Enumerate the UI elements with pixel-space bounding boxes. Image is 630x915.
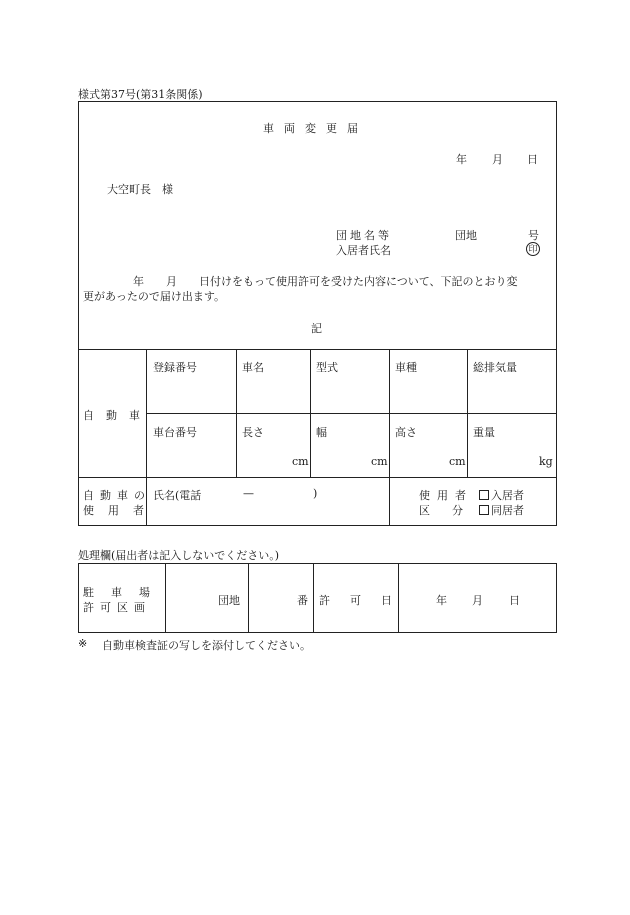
displacement-label: 総排気量	[473, 361, 517, 374]
proc-ban-label: 番	[297, 594, 308, 607]
note-text: 自動車検査証の写しを添付してください。	[102, 639, 311, 652]
parking-label-line1: 駐車場	[83, 586, 167, 599]
gou-label: 号	[528, 229, 539, 242]
date-day-label: 日	[527, 153, 538, 166]
proc-year-label: 年	[436, 594, 447, 607]
table-col-divider-2	[236, 349, 237, 477]
processing-heading: 処理欄(届出者は記入しないでください。)	[78, 549, 280, 562]
resident-option-label: 入居者	[491, 489, 524, 502]
table-top-line	[78, 349, 557, 350]
option-resident[interactable]	[479, 487, 524, 503]
resident-checkbox[interactable]	[479, 490, 489, 500]
note-mark: ※	[78, 637, 88, 650]
addressee: 大空町長 様	[107, 183, 173, 196]
body-text-line1: 年 月 日付けをもって使用許可を受けた内容について、下記のとおり変	[133, 275, 518, 288]
length-unit: cm	[292, 455, 309, 468]
vehicle-user-label-line1: 自動車の	[83, 489, 151, 502]
width-label: 幅	[316, 426, 327, 439]
form-number: 様式第37号(第31条関係)	[78, 88, 203, 101]
cohabitant-option-label: 同居者	[491, 504, 524, 517]
seal-mark: 印	[526, 242, 540, 256]
date-year-label: 年	[456, 153, 467, 166]
vehicle-row-label: 自動車	[83, 409, 152, 422]
resident-name-label: 入居者氏名	[336, 244, 391, 257]
main-form-frame	[78, 101, 557, 526]
body-text-line2: 更があったので届け出ます。	[83, 290, 226, 303]
table-col-divider-4	[389, 349, 390, 526]
length-label: 長さ	[242, 426, 264, 439]
model-label: 型式	[316, 361, 338, 374]
registration-number-label: 登録番号	[153, 361, 197, 374]
weight-unit: kg	[539, 455, 553, 468]
weight-label: 重量	[473, 426, 495, 439]
height-unit: cm	[449, 455, 466, 468]
table-mid-line	[146, 413, 557, 414]
cohabitant-checkbox[interactable]	[479, 505, 489, 515]
date-month-label: 月	[492, 153, 503, 166]
option-cohabitant[interactable]	[479, 502, 524, 518]
table-col-divider-3	[310, 349, 311, 477]
permission-date-label: 許可日	[319, 594, 412, 607]
parking-label-line2: 許可区画	[83, 601, 151, 614]
vehicle-user-label-line2: 使用者	[83, 504, 158, 517]
vehicle-type-label: 車種	[395, 361, 417, 374]
width-unit: cm	[371, 455, 388, 468]
table-bottom-line	[78, 477, 557, 478]
proc-day-label: 日	[509, 594, 520, 607]
danchi-label: 団地	[455, 229, 477, 242]
category-label: 区分	[419, 504, 485, 517]
table-col-divider-5	[467, 349, 468, 477]
name-phone-label: 氏名(電話	[153, 489, 202, 502]
proc-month-label: 月	[472, 594, 483, 607]
user-label: 使用者	[419, 489, 473, 502]
proc-danchi-label: 団地	[218, 594, 240, 607]
proc-divider-2	[248, 563, 249, 633]
form-title: 車両変更届	[263, 122, 368, 135]
height-label: 高さ	[395, 426, 417, 439]
ki-label: 記	[311, 322, 322, 335]
phone-close-paren: )	[313, 487, 318, 500]
chassis-number-label: 車台番号	[153, 426, 197, 439]
proc-divider-3	[313, 563, 314, 633]
group-name-label: 団地名等	[336, 229, 392, 242]
car-name-label: 車名	[242, 361, 264, 374]
phone-dash: —	[243, 487, 254, 500]
